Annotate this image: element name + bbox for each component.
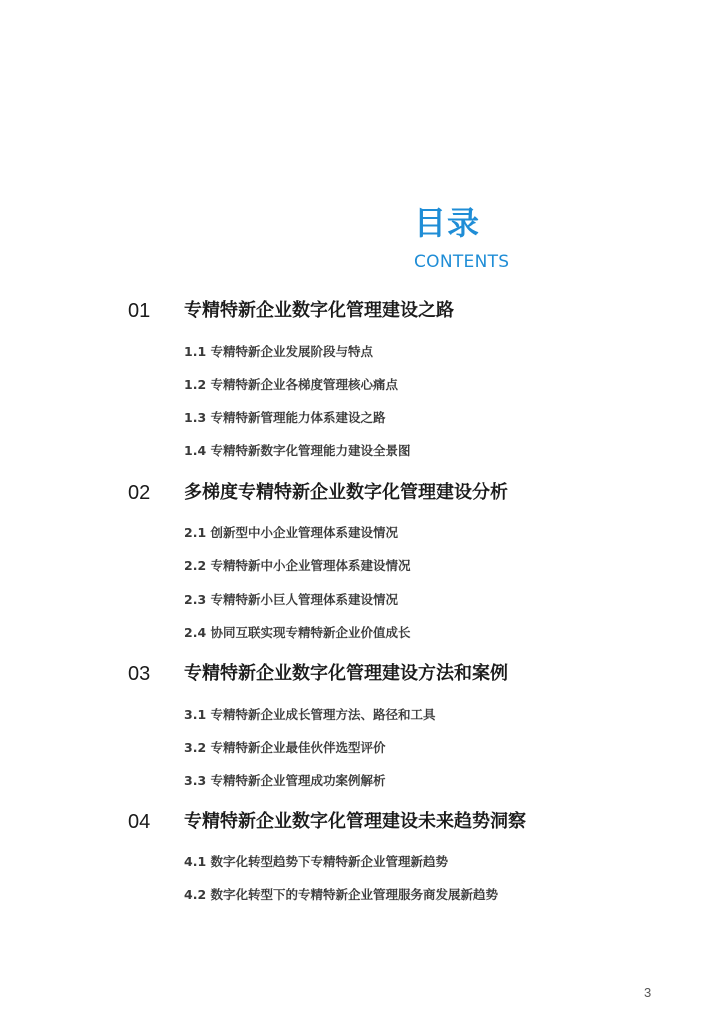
toc-entry-2-1[interactable]: 2.1 创新型中小企业管理体系建设情况 (184, 525, 398, 540)
toc-entry-3-2[interactable]: 3.2 专精特新企业最佳伙伴选型评价 (184, 740, 386, 755)
page-number: 3 (644, 985, 652, 1000)
toc-entry-2-2[interactable]: 2.2 专精特新中小企业管理体系建设情况 (184, 558, 411, 573)
toc-entry-1-2[interactable]: 1.2 专精特新企业各梯度管理核心痛点 (184, 377, 398, 392)
chapter-title[interactable]: 专精特新企业数字化管理建设未来趋势洞察 (184, 811, 526, 832)
chapter-title[interactable]: 多梯度专精特新企业数字化管理建设分析 (184, 482, 508, 503)
toc-entry-2-3[interactable]: 2.3 专精特新小巨人管理体系建设情况 (184, 592, 398, 607)
chapter-title[interactable]: 专精特新企业数字化管理建设方法和案例 (184, 663, 508, 684)
chapter-number: 04 (128, 811, 151, 833)
chapter-number: 03 (128, 663, 151, 685)
chapter-number: 02 (128, 482, 151, 504)
toc-entry-3-3[interactable]: 3.3 专精特新企业管理成功案例解析 (184, 773, 386, 788)
page-subtitle: CONTENTS (414, 252, 510, 272)
toc-entry-3-1[interactable]: 3.1 专精特新企业成长管理方法、路径和工具 (184, 707, 436, 722)
toc-entry-1-3[interactable]: 1.3 专精特新管理能力体系建设之路 (184, 410, 386, 425)
toc-entry-1-4[interactable]: 1.4 专精特新数字化管理能力建设全景图 (184, 443, 411, 458)
toc-entry-2-4[interactable]: 2.4 协同互联实现专精特新企业价值成长 (184, 625, 411, 640)
page-title: 目录 (414, 204, 481, 242)
toc-entry-4-2[interactable]: 4.2 数字化转型下的专精特新企业管理服务商发展新趋势 (184, 887, 498, 902)
chapter-number: 01 (128, 300, 151, 322)
toc-entry-4-1[interactable]: 4.1 数字化转型趋势下专精特新企业管理新趋势 (184, 854, 448, 869)
chapter-title[interactable]: 专精特新企业数字化管理建设之路 (184, 300, 454, 321)
toc-entry-1-1[interactable]: 1.1 专精特新企业发展阶段与特点 (184, 344, 373, 359)
